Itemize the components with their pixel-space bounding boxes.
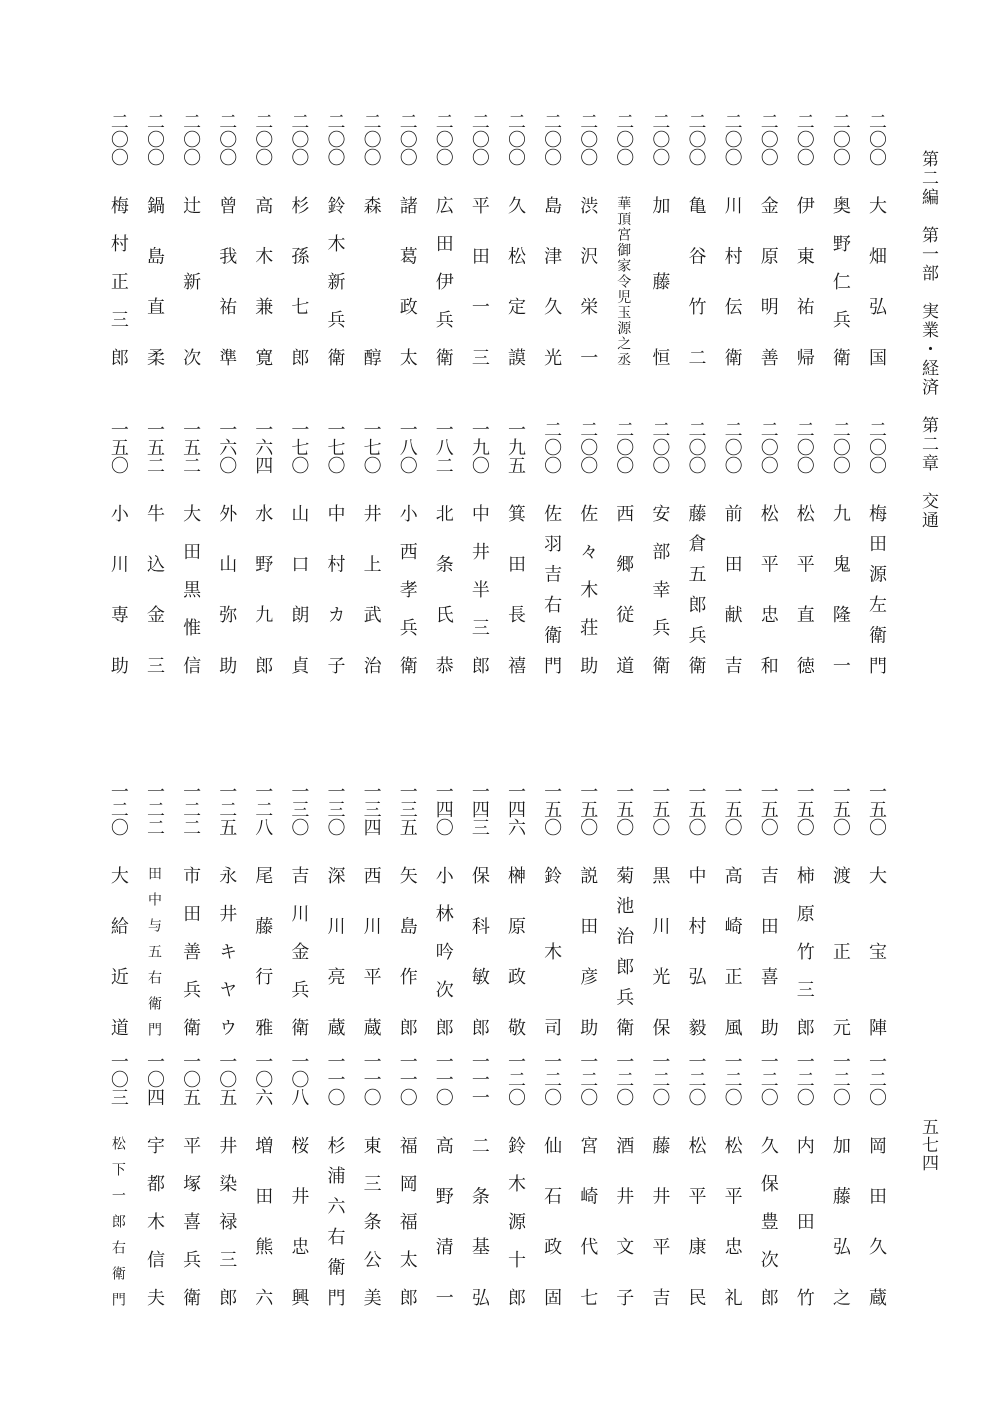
- list-item: [497, 420, 533, 740]
- list-item: [425, 1052, 461, 1372]
- person-name: 小林吟次郎: [432, 866, 454, 1036]
- person-name: 平田一三: [468, 196, 490, 366]
- amount: 一二〇: [866, 1052, 887, 1106]
- person-name: 松下一郎右衛門: [109, 1136, 126, 1306]
- list-item: [244, 420, 280, 740]
- list-item: [641, 1052, 677, 1372]
- person-name: 奥野仁兵衛: [829, 196, 851, 366]
- person-name: 広田伊兵衛: [432, 196, 454, 366]
- amount: 二〇〇: [396, 112, 418, 166]
- amount: 二〇〇: [505, 112, 526, 166]
- amount: 一二五: [216, 782, 238, 836]
- amount: 一五〇: [793, 782, 815, 836]
- list-item: [678, 112, 714, 432]
- amount: 一二〇: [721, 1052, 743, 1106]
- person-name: 二条基弘: [468, 1136, 490, 1306]
- person-name: 大給近道: [107, 866, 129, 1036]
- list-item: [172, 1052, 208, 1372]
- amount: 二〇〇: [288, 112, 310, 166]
- amount: 一一〇: [432, 1052, 454, 1106]
- amount: 二〇〇: [829, 112, 851, 166]
- person-name: 深川亮蔵: [324, 866, 346, 1036]
- list-item: [280, 1052, 316, 1372]
- person-name: 市田善兵衛: [180, 866, 202, 1036]
- list-item: [172, 420, 208, 740]
- person-name: 高崎正風: [721, 866, 743, 1036]
- amount: 一二〇: [505, 1052, 526, 1106]
- list-item: [244, 1052, 280, 1372]
- list-item: [569, 112, 605, 432]
- amount: 一四〇: [432, 782, 454, 836]
- list-item: [641, 112, 677, 432]
- list-item: [208, 1052, 244, 1372]
- list-item: [533, 1052, 569, 1372]
- amount: 一五〇: [757, 782, 779, 836]
- person-name: 岡田久蔵: [866, 1136, 887, 1306]
- person-name: 保科敏郎: [468, 866, 490, 1036]
- amount: 一七〇: [360, 420, 382, 474]
- amount: 二〇〇: [649, 420, 671, 474]
- amount: 一七〇: [288, 420, 310, 474]
- person-name: 榊原政敬: [505, 866, 526, 1036]
- person-name: 川村伝衛: [721, 196, 743, 366]
- list-item: [280, 112, 316, 432]
- person-name: 柿原竹三郎: [793, 866, 815, 1036]
- person-name: 吉川金兵衛: [288, 866, 310, 1036]
- amount: 二〇〇: [107, 112, 129, 166]
- list-item: [750, 112, 786, 432]
- person-name: 箕田長禧: [505, 504, 526, 674]
- amount: 一三五: [396, 782, 418, 836]
- person-name: 久保豊次郎: [757, 1136, 779, 1306]
- amount: 二〇〇: [685, 420, 707, 474]
- amount: 一九五: [505, 420, 526, 474]
- list-block: [82, 1052, 894, 1372]
- person-name: 福岡福太郎: [396, 1136, 418, 1306]
- list-item: [136, 420, 172, 740]
- person-name: 説田彦助: [577, 866, 599, 1036]
- person-name: 九鬼隆一: [829, 504, 851, 674]
- person-name: 森醇: [360, 196, 382, 366]
- person-name: 梅田源左衛門: [866, 504, 887, 674]
- person-name: 永井キヤウ: [216, 866, 238, 1036]
- amount: 二〇〇: [541, 112, 563, 166]
- list-item: [389, 112, 425, 432]
- list-item: [317, 112, 353, 432]
- amount: 一五〇: [541, 782, 563, 836]
- amount: 二〇〇: [180, 112, 202, 166]
- amount: 一五〇: [649, 782, 671, 836]
- list-item: [858, 1052, 894, 1372]
- amount: 一七〇: [324, 420, 346, 474]
- amount: 一一〇: [324, 1052, 346, 1106]
- person-name: 桜井忠興: [288, 1136, 310, 1306]
- amount: 二〇〇: [541, 420, 563, 474]
- amount: 一五〇: [107, 420, 129, 474]
- person-name: 華頂宮御家令児玉源之丞: [615, 196, 632, 366]
- amount: 二〇〇: [757, 112, 779, 166]
- list-item: [353, 1052, 389, 1372]
- person-name: 吉田喜助: [757, 866, 779, 1036]
- person-name: 島津久光: [541, 196, 563, 366]
- person-name: 東三条公美: [360, 1136, 382, 1306]
- amount: 一一〇: [360, 1052, 382, 1106]
- person-name: 大宝陣: [866, 866, 887, 1036]
- list-item: [858, 112, 894, 432]
- person-name: 久松定謨: [505, 196, 526, 366]
- person-name: 中村弘毅: [685, 866, 707, 1036]
- person-name: 井染禄三郎: [216, 1136, 238, 1306]
- list-item: [136, 112, 172, 432]
- list-item: [786, 1052, 822, 1372]
- person-name: 山口朗貞: [288, 504, 310, 674]
- amount: 一〇四: [144, 1052, 165, 1106]
- amount: 一五〇: [613, 782, 635, 836]
- person-name: 亀谷竹二: [685, 196, 707, 366]
- amount: 二〇〇: [829, 420, 851, 474]
- person-name: 宮崎代七: [577, 1136, 599, 1306]
- person-name: 菊池治郎兵衛: [613, 866, 635, 1036]
- amount: 一〇三: [107, 1052, 129, 1106]
- amount: 一五〇: [866, 782, 887, 836]
- person-name: 大畑弘国: [866, 196, 887, 366]
- list-item: [244, 112, 280, 432]
- amount: 一三四: [360, 782, 382, 836]
- amount: 二〇〇: [866, 112, 887, 166]
- person-name: 金原明善: [757, 196, 779, 366]
- amount: 二〇〇: [577, 112, 599, 166]
- person-name: 藤倉五郎兵衛: [685, 504, 707, 674]
- amount: 一三〇: [324, 782, 346, 836]
- list-item: [389, 1052, 425, 1372]
- list-item: [461, 1052, 497, 1372]
- amount: 二〇〇: [685, 112, 707, 166]
- list-block: [82, 112, 894, 432]
- person-name: 杉孫七郎: [288, 196, 310, 366]
- person-name: 西川平蔵: [360, 866, 382, 1036]
- list-item: [136, 1052, 172, 1372]
- amount: 二〇〇: [649, 112, 671, 166]
- amount: 一二〇: [757, 1052, 779, 1106]
- person-name: 佐々木荘助: [577, 504, 599, 674]
- amount: 二〇〇: [613, 112, 635, 166]
- list-item: [750, 420, 786, 740]
- amount: 一五〇: [829, 782, 851, 836]
- list-item: [317, 1052, 353, 1372]
- person-name: 牛込金三: [144, 504, 165, 674]
- person-name: 小西孝兵衛: [396, 504, 418, 674]
- person-name: 諸葛政太: [396, 196, 418, 366]
- person-name: 前田献吉: [721, 504, 743, 674]
- list-item: [461, 112, 497, 432]
- amount: 一一一: [468, 1052, 490, 1106]
- amount: 一三〇: [288, 782, 310, 836]
- person-name: 中井半三郎: [468, 504, 490, 674]
- person-name: 大田黒惟信: [180, 504, 202, 674]
- amount: 二〇〇: [577, 420, 599, 474]
- amount: 一〇五: [216, 1052, 238, 1106]
- amount: 一二〇: [685, 1052, 707, 1106]
- list-item: [425, 112, 461, 432]
- person-name: 仙石政固: [541, 1136, 563, 1306]
- list-item: [172, 112, 208, 432]
- person-name: 北条氏恭: [432, 504, 454, 674]
- list-item: [714, 1052, 750, 1372]
- amount: 一五二: [180, 420, 202, 474]
- amount: 一五〇: [577, 782, 599, 836]
- amount: 一〇五: [180, 1052, 202, 1106]
- list-item: [678, 1052, 714, 1372]
- list-block: [82, 420, 894, 740]
- amount: 二〇〇: [793, 420, 815, 474]
- list-item: [497, 112, 533, 432]
- amount: 二〇〇: [252, 112, 274, 166]
- list-item: [389, 420, 425, 740]
- person-name: 松平忠和: [757, 504, 779, 674]
- person-name: 鈴木新兵衛: [324, 196, 346, 366]
- amount: 一五二: [144, 420, 165, 474]
- amount: 一二二: [180, 782, 202, 836]
- amount: 二〇〇: [793, 112, 815, 166]
- list-item: [822, 420, 858, 740]
- person-name: 辻新次: [180, 196, 202, 366]
- person-name: 松平直徳: [793, 504, 815, 674]
- amount: 二〇〇: [757, 420, 779, 474]
- list-item: [100, 112, 136, 432]
- list-item: [100, 420, 136, 740]
- amount: 二〇〇: [866, 420, 887, 474]
- list-item: [569, 420, 605, 740]
- person-name: 藤井平吉: [649, 1136, 671, 1306]
- person-name: 梅村正三郎: [107, 196, 129, 366]
- list-item: [461, 420, 497, 740]
- person-name: 井上武治: [360, 504, 382, 674]
- amount: 一六四: [252, 420, 274, 474]
- person-name: 加藤恒: [649, 196, 671, 366]
- list-item: [353, 420, 389, 740]
- amount: 二〇〇: [360, 112, 382, 166]
- list-item: [641, 420, 677, 740]
- list-item: [714, 112, 750, 432]
- person-name: 田中与五右衛門: [146, 866, 162, 1036]
- person-name: 内田竹: [793, 1136, 815, 1306]
- person-name: 西郷従道: [613, 504, 635, 674]
- person-name: 松平忠礼: [721, 1136, 743, 1306]
- list-item: [822, 1052, 858, 1372]
- amount: 一六〇: [216, 420, 238, 474]
- person-name: 高野清一: [432, 1136, 454, 1306]
- person-name: 鈴木源十郎: [505, 1136, 526, 1306]
- list-item: [750, 1052, 786, 1372]
- amount: 一二〇: [829, 1052, 851, 1106]
- list-item: [317, 420, 353, 740]
- amount: 二〇〇: [324, 112, 346, 166]
- list-item: [605, 112, 641, 432]
- amount: 一二二: [144, 782, 165, 836]
- list-item: [280, 420, 316, 740]
- list-item: [533, 112, 569, 432]
- person-name: 杉浦六右衛門: [324, 1136, 346, 1306]
- amount: 二〇〇: [721, 420, 743, 474]
- person-name: 黒川光保: [649, 866, 671, 1036]
- amount: 二〇〇: [721, 112, 743, 166]
- person-name: 渋沢栄一: [577, 196, 599, 366]
- amount: 一二〇: [793, 1052, 815, 1106]
- amount: 二〇〇: [432, 112, 454, 166]
- amount: 一四六: [505, 782, 526, 836]
- person-name: 平塚喜兵衛: [180, 1136, 202, 1306]
- amount: 一五〇: [721, 782, 743, 836]
- list-item: [678, 420, 714, 740]
- list-item: [822, 112, 858, 432]
- list-item: [208, 112, 244, 432]
- list-item: [605, 420, 641, 740]
- person-name: 水野九郎: [252, 504, 274, 674]
- person-name: 鈴木司: [541, 866, 563, 1036]
- person-name: 中村カ子: [324, 504, 346, 674]
- list-item: [714, 420, 750, 740]
- amount: 二〇〇: [613, 420, 635, 474]
- amount: 一二〇: [541, 1052, 563, 1106]
- list-item: [497, 1052, 533, 1372]
- page-number: 五七四: [918, 1118, 938, 1172]
- person-name: 宇都木信夫: [144, 1136, 165, 1306]
- amount: 一九〇: [468, 420, 490, 474]
- amount: 一〇八: [288, 1052, 310, 1106]
- amount: 一二〇: [577, 1052, 599, 1106]
- person-name: 伊東祐帰: [793, 196, 815, 366]
- list-item: [786, 420, 822, 740]
- amount: 一八〇: [396, 420, 418, 474]
- list-item: [858, 420, 894, 740]
- list-item: [425, 420, 461, 740]
- amount: 一二〇: [107, 782, 129, 836]
- person-name: 鍋島直柔: [144, 196, 165, 366]
- amount: 二〇〇: [216, 112, 238, 166]
- person-name: 高木兼寛: [252, 196, 274, 366]
- person-name: 加藤弘之: [829, 1136, 851, 1306]
- person-name: 曾我祐準: [216, 196, 238, 366]
- list-item: [353, 112, 389, 432]
- amount: 一八二: [432, 420, 454, 474]
- person-name: 松平康民: [685, 1136, 707, 1306]
- amount: 二〇〇: [144, 112, 165, 166]
- person-name: 小川専助: [107, 504, 129, 674]
- amount: 一二八: [252, 782, 274, 836]
- list-item: [569, 1052, 605, 1372]
- person-name: 矢島作郎: [396, 866, 418, 1036]
- list-item: [605, 1052, 641, 1372]
- person-name: 外山弥助: [216, 504, 238, 674]
- amount: 一〇六: [252, 1052, 274, 1106]
- person-name: 酒井文子: [613, 1136, 635, 1306]
- list-item: [100, 1052, 136, 1372]
- person-name: 増田熊六: [252, 1136, 274, 1306]
- list-item: [208, 420, 244, 740]
- amount: 一四三: [468, 782, 490, 836]
- list-item: [786, 112, 822, 432]
- amount: 一一〇: [396, 1052, 418, 1106]
- amount: 一五〇: [685, 782, 707, 836]
- person-name: 佐羽吉右衛門: [541, 504, 563, 674]
- list-item: [533, 420, 569, 740]
- amount: 一二〇: [613, 1052, 635, 1106]
- amount: 二〇〇: [468, 112, 490, 166]
- person-name: 渡正元: [829, 866, 851, 1036]
- person-name: 安部幸兵衛: [649, 504, 671, 674]
- amount: 一二〇: [649, 1052, 671, 1106]
- person-name: 尾藤行雅: [252, 866, 274, 1036]
- running-header: 第二編 第一部 実業・経済 第二章 交通: [918, 150, 938, 530]
